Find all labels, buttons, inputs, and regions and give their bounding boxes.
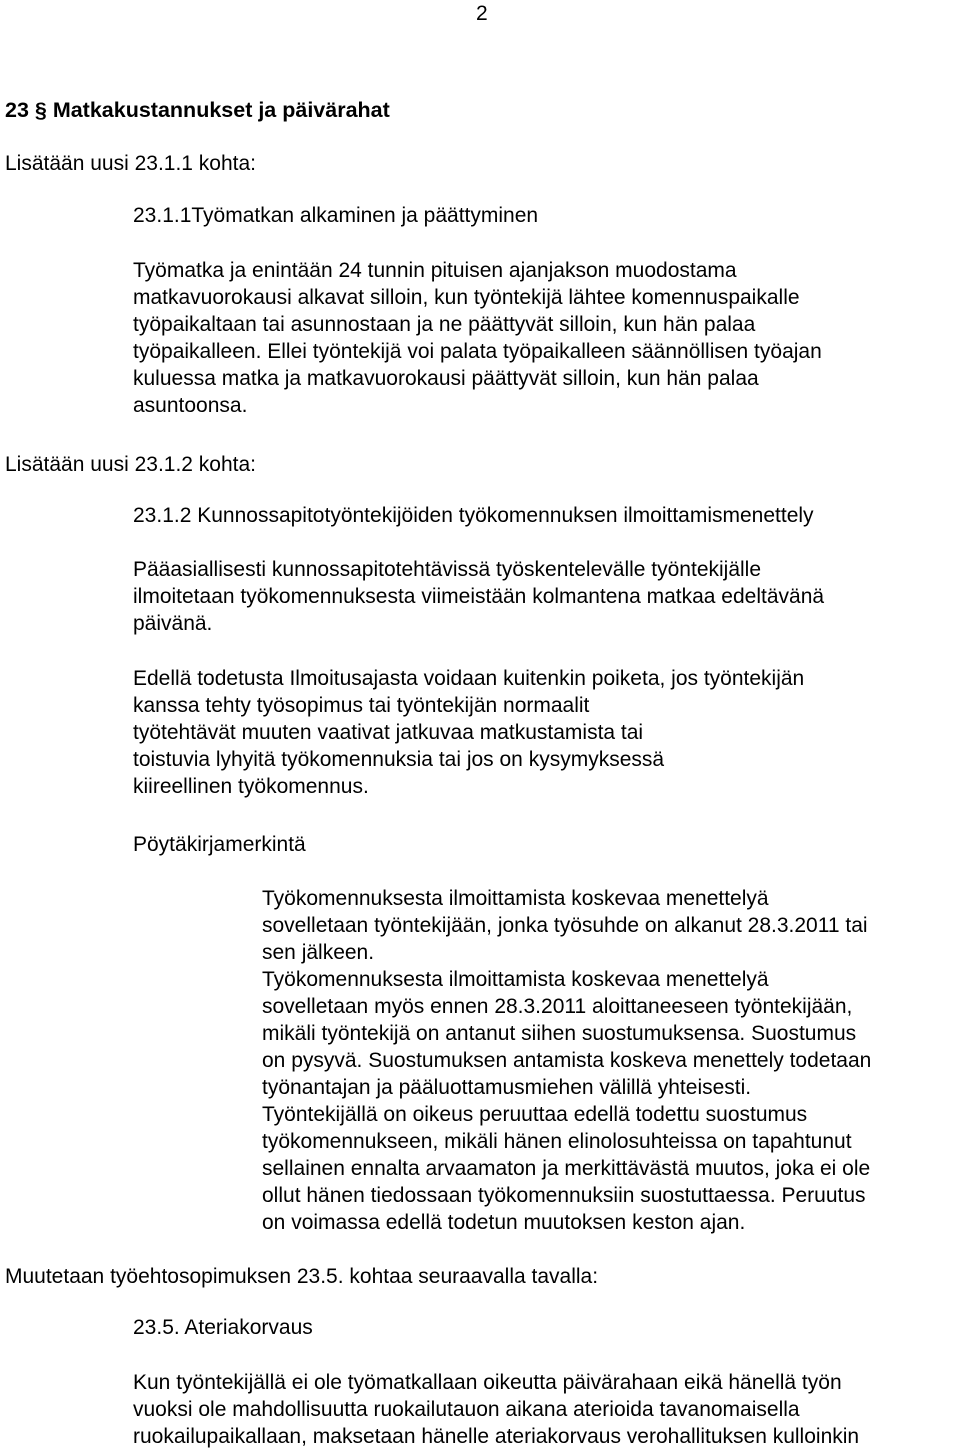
- paragraph-23-5: [133, 1369, 859, 1450]
- text-line: työnantajan ja pääluottamusmiehen välillä yhteisesti.: [262, 1076, 752, 1099]
- text-line: työkomennukseen, mikäli hänen elinolosuhteissa on tapahtunut: [262, 1130, 852, 1153]
- subsection-title-23-1-1: 23.1.1Työmatkan alkaminen ja päättyminen: [133, 204, 539, 227]
- text-line: työpaikaltaan tai asunnostaan ja ne päättyvät silloin, kun hän palaa: [133, 313, 756, 336]
- text-line: kanssa tehty työsopimus tai työntekijän normaalit: [133, 694, 590, 717]
- text-line: kiireellinen työkomennus.: [133, 775, 369, 798]
- text-line: Kun työntekijällä ei ole työmatkallaan oikeutta päivärahaan eikä hänellä työn: [133, 1371, 842, 1394]
- text-line: Työmatka ja enintään 24 tunnin pituisen ajanjakson muodostama: [133, 259, 737, 282]
- text-line: ruokailupaikallaan, maksetaan hänelle ateriakorvaus verohallituksen kulloinkin: [133, 1425, 860, 1448]
- subsection-title-23-1-2: 23.1.2 Kunnossapitotyöntekijöiden työkomennuksen ilmoittamismenettely: [133, 504, 814, 527]
- protocol-paragraph: [262, 885, 871, 1236]
- section-heading: 23 § Matkakustannukset ja päivärahat: [5, 98, 390, 122]
- text-line: Edellä todetusta Ilmoitusajasta voidaan kuitenkin poiketa, jos työntekijän: [133, 667, 805, 690]
- text-line: matkavuorokausi alkavat silloin, kun työntekijä lähtee komennuspaikalle: [133, 286, 800, 309]
- paragraph-23-1-2-a: [133, 556, 824, 637]
- text-line: ilmoitetaan työkomennuksesta viimeistään kolmantena matkaa edeltävänä: [133, 585, 825, 608]
- text-line: toistuvia lyhyitä työkomennuksia tai jos on kysymyksessä: [133, 748, 665, 771]
- text-line: päivänä.: [133, 612, 213, 635]
- add-note-1: Lisätään uusi 23.1.1 kohta:: [5, 152, 257, 175]
- text-line: sovelletaan myös ennen 28.3.2011 aloittaneeseen työntekijään,: [262, 995, 853, 1018]
- text-line: asuntoonsa.: [133, 394, 248, 417]
- text-line: Työkomennuksesta ilmoittamista koskevaa menettelyä: [262, 887, 769, 910]
- page-number: 2: [476, 2, 488, 25]
- change-note: Muutetaan työehtosopimuksen 23.5. kohtaa seuraavalla tavalla:: [5, 1265, 599, 1288]
- text-line: Työntekijällä on oikeus peruuttaa edellä todettu suostumus: [262, 1103, 808, 1126]
- text-line: on voimassa edellä todetun muutoksen keston ajan.: [262, 1211, 746, 1234]
- protocol-label: Pöytäkirjamerkintä: [133, 833, 306, 856]
- text-line: ollut hänen tiedossaan työkomennuksiin suostuttaessa. Peruutus: [262, 1184, 866, 1207]
- text-line: Pääasiallisesti kunnossapitotehtävissä työskentelevälle työntekijälle: [133, 558, 762, 581]
- text-line: sovelletaan työntekijään, jonka työsuhde on alkanut 28.3.2011 tai: [262, 914, 868, 937]
- text-line: sellainen ennalta arvaamaton ja merkittävästä muutos, joka ei ole: [262, 1157, 871, 1180]
- paragraph-23-1-1: [133, 257, 822, 419]
- text-line: Työkomennuksesta ilmoittamista koskevaa menettelyä: [262, 968, 769, 991]
- text-line: on pysyvä. Suostumuksen antamista koskeva menettely todetaan: [262, 1049, 872, 1072]
- text-line: kuluessa matka ja matkavuorokausi päättyvät silloin, kun hän palaa: [133, 367, 759, 390]
- text-line: mikäli työntekijä on antanut siihen suostumuksensa. Suostumus: [262, 1022, 857, 1045]
- paragraph-23-1-2-b: [133, 665, 804, 800]
- subsection-title-23-5: 23.5. Ateriakorvaus: [133, 1316, 313, 1339]
- text-line: työpaikalleen. Ellei työntekijä voi palata työpaikalleen säännöllisen työajan: [133, 340, 822, 363]
- text-line: vuoksi ole mahdollisuutta ruokailutauon aikana aterioida tavanomaisella: [133, 1398, 800, 1421]
- add-note-2: Lisätään uusi 23.1.2 kohta:: [5, 453, 257, 476]
- text-line: työtehtävät muuten vaativat jatkuvaa matkustamista tai: [133, 721, 644, 744]
- text-line: sen jälkeen.: [262, 941, 375, 964]
